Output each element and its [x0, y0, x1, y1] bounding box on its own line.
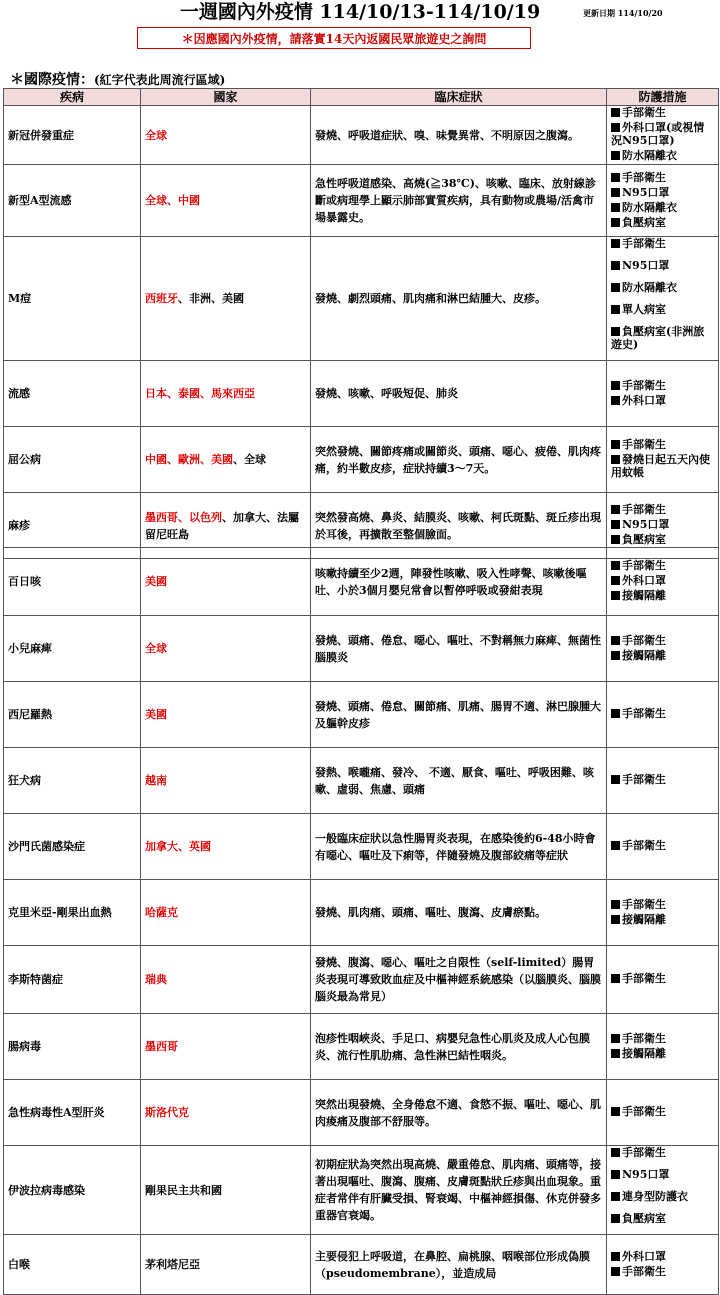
protection-item — [611, 237, 714, 250]
protection-item — [611, 121, 714, 147]
column-header: 臨床症狀 — [311, 89, 607, 106]
protection-cell — [607, 616, 719, 682]
disease-name: 流感 — [4, 361, 141, 427]
checkbox-square-icon — [611, 520, 620, 529]
protection-cell — [607, 427, 719, 493]
protection-cell — [607, 748, 719, 814]
disease-name: 白喉 — [4, 1235, 141, 1295]
checkbox-square-icon — [611, 188, 620, 197]
disease-name: 腸病毒 — [4, 1014, 141, 1080]
protection-item — [611, 438, 714, 451]
protection-item — [611, 1105, 714, 1118]
disease-name: 麻疹 — [4, 493, 141, 559]
protection-item — [611, 898, 714, 911]
symptoms: 發燒、頭痛、倦怠、噁心、嘔吐、不對稱無力麻痺、無菌性腦膜炎 — [311, 616, 607, 682]
protection-label: 手部衛生 — [622, 839, 666, 852]
symptoms: 突然出現發燒、全身倦怠不適、食慾不振、嘔吐、噁心、肌肉痠痛及腹部不舒服等。 — [311, 1080, 607, 1146]
protection-item — [611, 1265, 714, 1278]
protection-label: 手部衛生 — [622, 972, 666, 985]
protection-item — [611, 394, 714, 407]
protection-label: 手部衛生 — [622, 503, 666, 516]
table-row — [4, 814, 719, 880]
country-epidemic: 西班牙 — [145, 292, 178, 305]
disease-name: 克里米亞-剛果出血熱 — [4, 880, 141, 946]
protection-label: 負壓病室 — [622, 215, 666, 229]
protection-item — [611, 1168, 714, 1181]
checkbox-square-icon — [611, 709, 620, 718]
country-cell — [141, 880, 311, 946]
disease-name: 急性病毒性A型肝炎 — [4, 1080, 141, 1146]
protection-label: 手部衛生 — [622, 1031, 666, 1045]
checkbox-square-icon — [611, 173, 620, 182]
checkbox-square-icon — [611, 651, 620, 660]
disease-table — [3, 1079, 719, 1295]
disease-name: 伊波拉病毒感染 — [4, 1146, 141, 1235]
table-row — [4, 880, 719, 946]
protection-item — [611, 171, 714, 184]
country-epidemic: 全球 — [145, 642, 167, 655]
disease-name: 沙門氏菌感染症 — [4, 814, 141, 880]
protection-label: 防水隔離衣 — [622, 200, 677, 214]
column-header: 疾病 — [4, 89, 141, 106]
symptoms: 突然發燒、關節疼痛或關節炎、頭痛、噁心、疲倦、肌肉疼痛，約半數皮疹，症狀持續3～7天。 — [311, 427, 607, 493]
protection-cell — [607, 1014, 719, 1080]
disease-name: M痘 — [4, 237, 141, 361]
protection-item — [611, 913, 714, 926]
protection-label: N95口罩 — [622, 518, 670, 531]
protection-cell — [607, 237, 719, 361]
protection-cell — [607, 1235, 719, 1295]
protection-cell — [607, 1080, 719, 1146]
protection-label: 連身型防護衣 — [622, 1190, 688, 1203]
symptoms: 一般臨床症狀以急性腸胃炎表現，在感染後約6-48小時會有噁心、嘔吐及下痢等，伴隨發燒及腹部絞痛等症狀 — [311, 814, 607, 880]
country-cell — [141, 1014, 311, 1080]
table-row — [4, 548, 719, 616]
checkbox-square-icon — [611, 218, 620, 227]
protection-label: 手部衛生 — [622, 773, 666, 786]
section-title: ＊國際疫情： — [10, 72, 94, 88]
checkbox-square-icon — [611, 1252, 620, 1261]
protection-item — [611, 1250, 714, 1263]
protection-label: 接觸隔離 — [622, 589, 666, 602]
country-epidemic: 墨西哥、以色列 — [145, 510, 222, 524]
section-subtitle: (紅字代表此周流行區域) — [94, 73, 226, 87]
country-other: 、加拿大、法屬留尼旺島 — [145, 510, 299, 541]
protection-label: 外科口罩 — [622, 574, 666, 587]
protection-item — [611, 453, 714, 479]
country-epidemic: 墨西哥 — [145, 1040, 178, 1053]
disease-name: 屈公病 — [4, 427, 141, 493]
disease-name: 小兒麻痺 — [4, 616, 141, 682]
checkbox-square-icon — [611, 123, 620, 132]
country-cell — [141, 1080, 311, 1146]
protection-label: 負壓病室 — [622, 533, 666, 546]
disease-table — [3, 88, 719, 559]
protection-label: 外科口罩 — [622, 1249, 666, 1263]
protection-label: 手部衛生 — [622, 1146, 666, 1159]
protection-cell — [607, 880, 719, 946]
disease-name: 新冠併發重症 — [4, 106, 141, 165]
protection-item — [611, 216, 714, 229]
country-epidemic: 越南 — [145, 774, 167, 787]
protection-item — [611, 533, 714, 546]
protection-item — [611, 201, 714, 214]
checkbox-square-icon — [611, 775, 620, 784]
checkbox-square-icon — [611, 1267, 620, 1276]
country-other: 茅利塔尼亞 — [145, 1258, 200, 1271]
checkbox-square-icon — [611, 505, 620, 514]
protection-cell — [607, 106, 719, 165]
country-cell — [141, 748, 311, 814]
country-cell — [141, 237, 311, 361]
symptoms: 發熱、喉嚨痛、發冷、 不適、厭食、嘔吐、呼吸困難、咳嗽、虛弱、焦慮、頭痛 — [311, 748, 607, 814]
checkbox-square-icon — [611, 203, 620, 212]
table-row — [4, 1080, 719, 1146]
protection-item — [611, 518, 714, 531]
country-cell — [141, 616, 311, 682]
protection-label: 手部衛生 — [622, 559, 666, 572]
protection-label: 手部衛生 — [622, 1264, 666, 1278]
checkbox-square-icon — [611, 455, 620, 464]
protection-label: 發燒日起五天內使用蚊帳 — [611, 453, 710, 479]
protection-item — [611, 281, 714, 294]
protection-label: 接觸隔離 — [622, 648, 666, 662]
protection-item — [611, 574, 714, 587]
symptoms: 發燒、腹瀉、噁心、嘔吐之自限性（self-limited）腸胃炎表現可導致敗血症及中樞神經系統感染（以腦膜炎、腦膜腦炎最為常見） — [311, 946, 607, 1014]
checkbox-square-icon — [611, 261, 620, 270]
checkbox-square-icon — [611, 636, 620, 645]
disease-name: 狂犬病 — [4, 748, 141, 814]
country-epidemic: 美國 — [145, 575, 167, 588]
protection-item — [611, 259, 714, 272]
protection-item — [611, 839, 714, 852]
notice-banner: ＊因應國內外疫情，請落實14天內返國民眾旅遊史之詢問 — [137, 27, 531, 49]
protection-item — [611, 1212, 714, 1225]
protection-item — [611, 503, 714, 516]
country-cell — [141, 682, 311, 748]
checkbox-square-icon — [611, 1192, 620, 1201]
checkbox-square-icon — [611, 1107, 620, 1116]
country-epidemic: 瑞典 — [145, 973, 167, 986]
checkbox-square-icon — [611, 396, 620, 405]
country-epidemic: 全球 — [145, 128, 167, 142]
protection-label: 手部衛生 — [622, 633, 666, 647]
table-row — [4, 1235, 719, 1295]
country-epidemic: 哈薩克 — [145, 906, 178, 919]
protection-cell — [607, 946, 719, 1014]
checkbox-square-icon — [611, 1148, 620, 1157]
country-cell — [141, 361, 311, 427]
symptoms: 急性呼吸道感染、高燒(≧38℃)、咳嗽、臨床、放射線診斷或病理學上顯示肺部實質疾病，具有動物或農場/活禽市場暴露史。 — [311, 165, 607, 237]
protection-item — [611, 1047, 714, 1060]
protection-item — [611, 649, 714, 662]
table-row — [4, 1014, 719, 1080]
section-heading — [10, 69, 225, 89]
protection-item — [611, 186, 714, 199]
country-epidemic: 全球、中國 — [145, 194, 200, 207]
checkbox-square-icon — [611, 1170, 620, 1179]
checkbox-square-icon — [611, 591, 620, 600]
table-row — [4, 748, 719, 814]
checkbox-square-icon — [611, 151, 620, 160]
protection-cell — [607, 682, 719, 748]
protection-label: 防水隔離衣 — [622, 281, 677, 294]
country-epidemic: 加拿大、英國 — [145, 840, 211, 853]
protection-label: N95口罩 — [622, 259, 670, 272]
protection-label: 手部衛生 — [622, 378, 666, 392]
protection-cell — [607, 814, 719, 880]
country-cell — [141, 165, 311, 237]
protection-item — [611, 1032, 714, 1045]
protection-cell — [607, 165, 719, 237]
protection-item — [611, 1190, 714, 1203]
protection-label: 負壓病室 — [622, 1212, 666, 1225]
protection-item — [611, 303, 714, 316]
protection-label: 接觸隔離 — [622, 912, 666, 926]
protection-label: 手部衛生 — [622, 438, 666, 451]
protection-item — [611, 773, 714, 786]
checkbox-square-icon — [611, 841, 620, 850]
table-row — [4, 165, 719, 237]
symptoms: 突然發高燒、鼻炎、結膜炎、咳嗽、柯氏斑點、斑丘疹出現於耳後，再擴散至整個臉面。 — [311, 493, 607, 559]
disease-name: 新型A型流感 — [4, 165, 141, 237]
protection-item — [611, 149, 714, 162]
disease-name: 西尼羅熱 — [4, 682, 141, 748]
symptoms: 初期症狀為突然出現高燒、嚴重倦怠、肌肉痛、頭痛等，接著出現嘔吐、腹瀉、腹痛、皮膚斑點狀丘疹與出血現象。重症者常伴有肝臟受損、腎衰竭、中樞神經損傷、休克併發多重器官衰竭。 — [311, 1146, 607, 1235]
protection-label: N95口罩 — [622, 1168, 670, 1181]
country-other: 、非洲、美國 — [178, 292, 244, 305]
checkbox-square-icon — [611, 108, 620, 117]
disease-name: 李斯特菌症 — [4, 946, 141, 1014]
table-row — [4, 237, 719, 361]
protection-cell — [607, 361, 719, 427]
protection-item — [611, 707, 714, 720]
checkbox-square-icon — [611, 239, 620, 248]
country-cell — [141, 814, 311, 880]
protection-label: 外科口罩(或視情況N95口罩) — [611, 121, 705, 147]
checkbox-square-icon — [611, 1214, 620, 1223]
checkbox-square-icon — [611, 535, 620, 544]
disease-table — [3, 547, 719, 1080]
checkbox-square-icon — [611, 974, 620, 983]
column-header: 防護措施 — [607, 89, 719, 106]
protection-label: 防水隔離衣 — [622, 149, 677, 162]
checkbox-square-icon — [611, 327, 620, 336]
checkbox-square-icon — [611, 1034, 620, 1043]
checkbox-square-icon — [611, 283, 620, 292]
symptoms: 主要侵犯上呼吸道，在鼻腔、扁桃腺、咽喉部位形成偽膜（pseudomembrane），並造成局 — [311, 1235, 607, 1295]
country-cell — [141, 548, 311, 616]
protection-item — [611, 1146, 714, 1159]
protection-label: 手部衛生 — [622, 106, 666, 119]
checkbox-square-icon — [611, 900, 620, 909]
country-epidemic: 斯洛代克 — [145, 1106, 189, 1119]
symptoms: 咳嗽持續至少2週，陣發性咳嗽、吸入性哮聲、咳嗽後嘔吐、小於3個月嬰兒常會以暫停呼吸或發紺表現 — [311, 548, 607, 616]
protection-label: 外科口罩 — [622, 393, 666, 407]
symptoms: 發燒、呼吸道症狀、嗅、味覺異常、不明原因之腹瀉。 — [311, 106, 607, 165]
country-other: 剛果民主共和國 — [145, 1183, 222, 1197]
column-header: 國家 — [141, 89, 311, 106]
protection-item — [611, 589, 714, 602]
symptoms: 發燒、咳嗽、呼吸短促、肺炎 — [311, 361, 607, 427]
checkbox-square-icon — [611, 381, 620, 390]
page-title: 一週國內外疫情 114/10/13-114/10/19 — [179, 1, 541, 23]
country-cell — [141, 946, 311, 1014]
checkbox-square-icon — [611, 440, 620, 449]
protection-label: 負壓病室(非洲旅遊史) — [611, 325, 705, 351]
protection-label: 手部衛生 — [622, 1105, 666, 1118]
protection-item — [611, 325, 714, 351]
country-cell — [141, 1235, 311, 1295]
symptoms: 泡疹性咽峽炎、手足口、病嬰兒急性心肌炎及成人心包膜炎、流行性肌肋痛、急性淋巴結性咽炎。 — [311, 1014, 607, 1080]
table-row — [4, 427, 719, 493]
country-epidemic: 日本、泰國、馬來西亞 — [145, 387, 255, 400]
country-cell — [141, 106, 311, 165]
table-row — [4, 361, 719, 427]
checkbox-square-icon — [611, 576, 620, 585]
symptoms: 發燒、頭痛、倦怠、關節痛、肌痛、腸胃不適、淋巴腺腫大及軀幹皮疹 — [311, 682, 607, 748]
checkbox-square-icon — [611, 305, 620, 314]
table-row — [4, 1146, 719, 1235]
protection-label: 手部衛生 — [622, 707, 666, 720]
country-cell — [141, 427, 311, 493]
protection-label: 接觸隔離 — [622, 1046, 666, 1060]
table-header-row — [4, 89, 719, 106]
table-row — [4, 682, 719, 748]
checkbox-square-icon — [611, 915, 620, 924]
protection-label: N95口罩 — [622, 185, 670, 199]
country-epidemic: 中國、歐洲、美國 — [145, 453, 233, 466]
table-row — [4, 106, 719, 165]
table-row — [4, 946, 719, 1014]
disease-name: 百日咳 — [4, 548, 141, 616]
symptoms: 發燒、肌肉痛、頭痛、嘔吐、腹瀉、皮膚瘀點。 — [311, 880, 607, 946]
protection-label: 手部衛生 — [622, 897, 666, 911]
country-epidemic: 美國 — [145, 708, 167, 721]
protection-item — [611, 106, 714, 119]
protection-item — [611, 559, 714, 572]
protection-cell — [607, 1146, 719, 1235]
updated-date: 更新日期 114/10/20 — [583, 8, 663, 18]
country-other: 、全球 — [233, 453, 266, 466]
protection-label: 單人病室 — [622, 303, 666, 316]
protection-item — [611, 634, 714, 647]
table-row — [4, 616, 719, 682]
symptoms: 發燒、劇烈頭痛、肌肉痛和淋巴結腫大、皮疹。 — [311, 237, 607, 361]
protection-label: 手部衛生 — [622, 237, 666, 250]
protection-cell — [607, 548, 719, 616]
protection-item — [611, 379, 714, 392]
protection-label: 手部衛生 — [622, 170, 666, 184]
protection-item — [611, 972, 714, 985]
checkbox-square-icon — [611, 1049, 620, 1058]
country-cell — [141, 1146, 311, 1235]
checkbox-square-icon — [611, 561, 620, 570]
